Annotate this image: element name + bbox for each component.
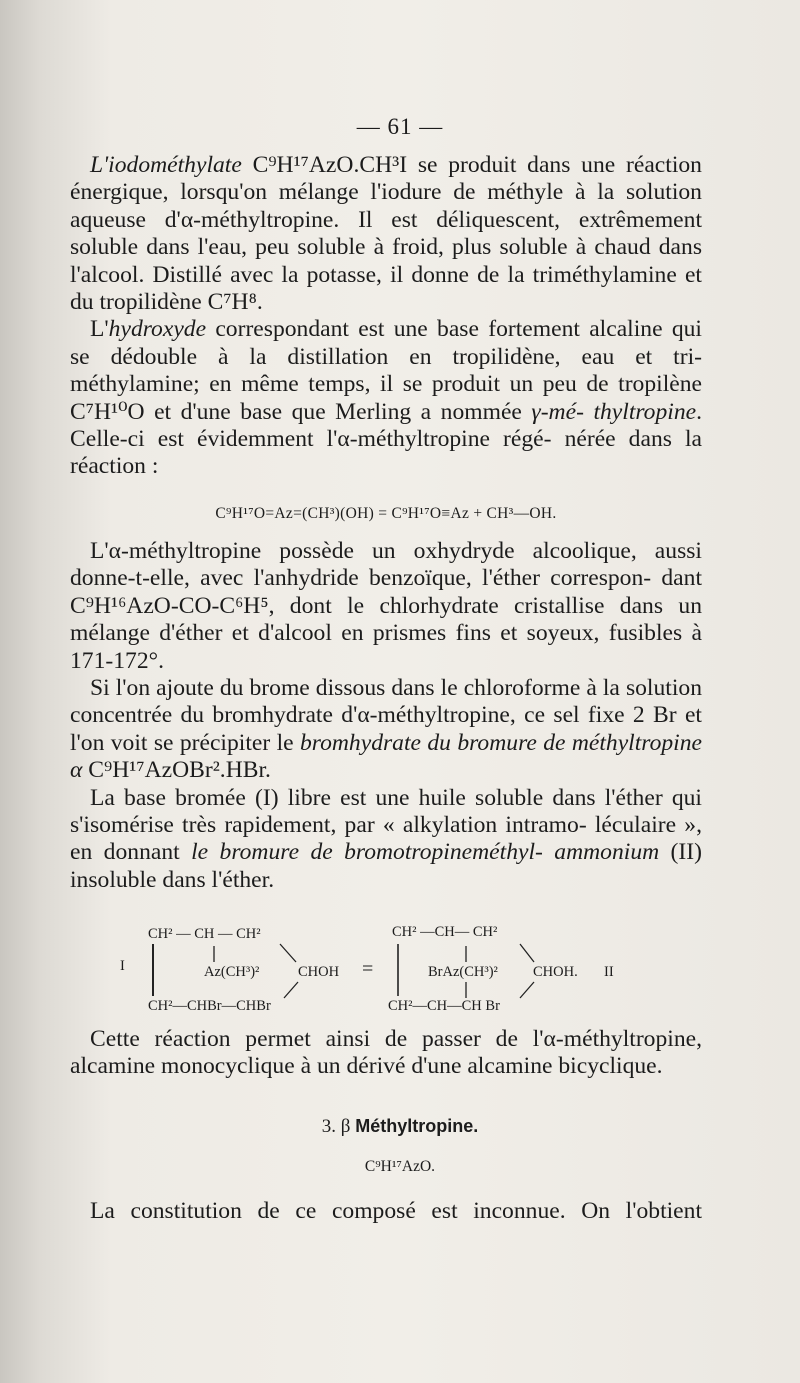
term-ammonium: ammonium [554,839,660,866]
text-block-3 [70,1026,702,1081]
paragraph-last-line [70,1198,702,1225]
term-iodomethylate: L'iodométhylate [90,152,242,178]
equals-sign: = [362,958,374,980]
text-line: léculaire », en donnant [70,812,702,866]
text-line: extrêmement soluble dans l'eau, peu soluble à froid, plus [70,206,702,261]
formula-label-ii: II [604,964,614,980]
term-gamma-methyltropine: γ-mé- [521,398,584,425]
formula-label-i: I [120,958,125,974]
text-line: tropilène C⁷H¹⁰O et d'une base que Merling a nommée [70,371,702,425]
text-line: méthylamine; en même temps, il se produit un peu de [70,371,609,398]
formula-i-nitrogen: Az(CH³)² [204,964,260,980]
text-line: de la triméthylamine et du tropilidène C⁷H⁸. [70,261,702,316]
formula-ii-bottom: CH²—CH—CH Br [388,998,500,1014]
formula-i-chohl: CHOH [298,964,340,980]
term-bromure: bromure de méthyltropine α [70,729,702,784]
text-block-1 [70,152,702,481]
text-line: L'α-méthyltropine possède un oxhydryde alcoolique, aussi [90,538,702,564]
text-line: qui se dédouble à la distillation en tropilidène, eau et tri- [70,316,702,370]
section-number: 3. [321,1116,337,1137]
text-block-2 [70,538,702,894]
section-greek-letter: β [340,1116,351,1137]
structural-formulas [120,920,680,1020]
formula-i-bottom: CH²—CHBr—CHBr [148,998,271,1014]
section-formula: C⁹H¹⁷AzO. [364,1158,436,1175]
paragraph-hydroxyde [70,316,702,480]
text-line: Si l'on ajoute du brome dissous dans le chloroforme à la [90,675,620,702]
text-line: Cette réaction permet ainsi de passer de l'α-méthyltropine, [90,1026,702,1052]
text-line: La constitution de ce composé est inconnue. On l'obtient [90,1198,702,1224]
text-line: qui s'isomérise très rapidement, par « alkylation intramo- [70,784,702,839]
text-line: fusibles à 171-172°. [70,620,702,674]
page-number: — 61 — [356,114,444,139]
paragraph-brome [70,675,702,785]
paragraph-base-bromee [70,785,702,895]
reaction-equation: C⁹H¹⁷O=Az=(CH³)(OH) = C⁹H¹⁷O≡Az + CH³—OH. [215,505,557,522]
text-line: (II) insoluble dans l'éther. [70,839,702,893]
section-title: Méthyltropine. [355,1116,479,1136]
text-line: à la solution aqueuse d'α-méthyltropine. Il est déliquescent, [70,179,702,233]
formula-ii-nitrogen: BrAz(CH³)² [428,964,498,980]
term-hydroxyde: hydroxyde [108,316,207,343]
text-line: . Celle-ci est évidemment l'α-méthyltropine régé- [70,398,703,453]
paragraph-conclusion [70,1026,702,1081]
formula-i-top: CH² — CH — CH² [148,926,261,942]
term-gamma-methyltropine-end: thyltropine [593,398,697,425]
paragraph-benzoic-ether [70,538,702,675]
text-line: un mélange d'éther et d'alcool en prismes fins et soyeux, [70,592,702,647]
text-line: C⁹H¹⁷AzO.CH³I se produit dans une [241,152,616,178]
formula-ii-chohl: CHOH. [533,964,578,980]
text-fragment: L' [90,316,109,343]
paragraph-iodomethylate [70,152,702,316]
text-line: La base bromée (I) libre est une huile soluble dans l'éther [90,784,663,811]
section-heading [0,1116,800,1138]
text-line: solution concentrée du bromhydrate d'α-méthyltropine, ce [70,675,702,729]
text-line: sel fixe 2 Br et l'on voit se précipiter le [70,702,702,756]
term-bromure-bromotropine: le bromure de bromotropineméthyl- [179,839,543,866]
formula-ii-top: CH² —CH— CH² [392,924,498,940]
text-line: C⁹H¹⁷AzOBr².HBr. [82,757,271,784]
text-line: alcamine monocyclique à un dérivé d'une alcamine bicyclique. [70,1053,663,1080]
text-line: donne-t-elle, avec l'anhydride benzoïque, l'éther correspon- [70,565,652,592]
term-bromhydrate: bromhydrate du [293,729,451,756]
text-line: nérée dans la réaction : [70,426,702,480]
text-line: soluble à chaud dans l'alcool. Distillé avec la potasse, il donne [70,234,703,288]
text-line: correspondant est une base fortement alcaline [206,316,663,343]
text-block-4 [70,1198,702,1225]
text-line: dant C⁹H¹⁶AzO-CO-C⁶H⁵, dont le chlorhydrate cristallise dans [70,565,702,619]
text-line: réaction énergique, lorsqu'on mélange l'iodure de méthyle [70,152,702,206]
